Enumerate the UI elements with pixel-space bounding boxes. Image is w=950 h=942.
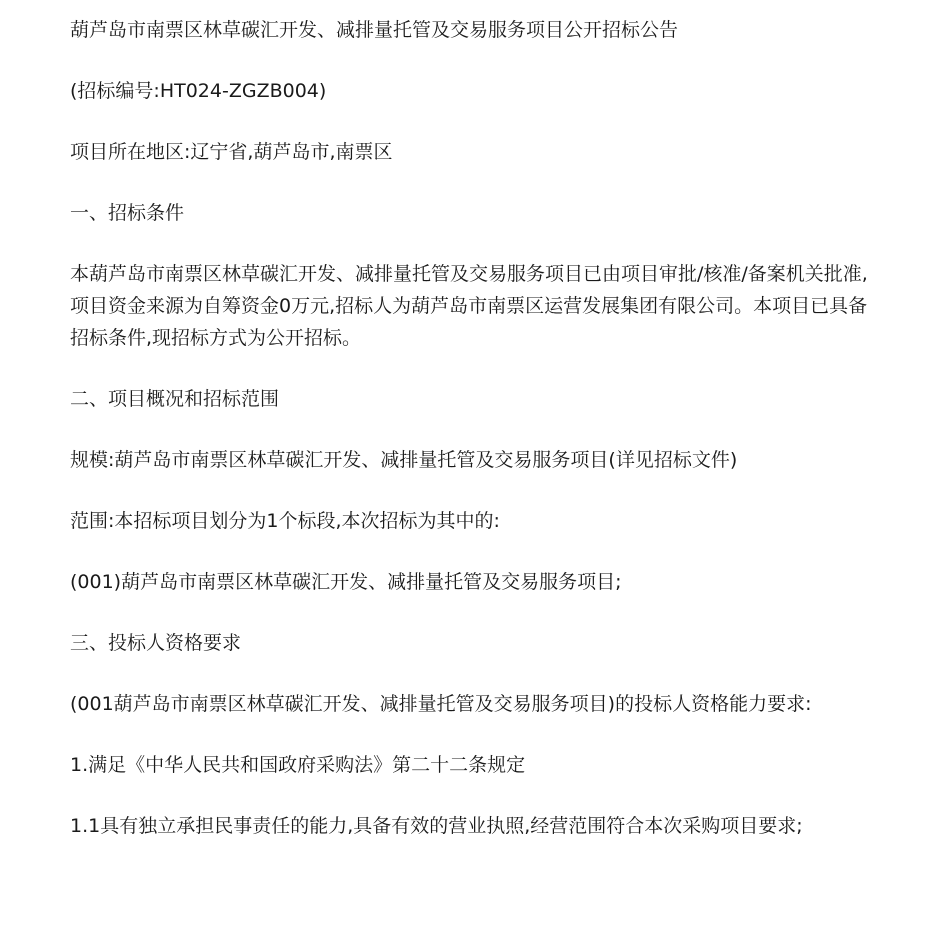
bid-number: (招标编号:HT024-ZGZB004): [70, 80, 327, 102]
project-region: 项目所在地区:辽宁省,葫芦岛市,南票区: [70, 141, 393, 163]
announcement-document: [70, 14, 886, 871]
requirement-1: 1.满足《中华人民共和国政府采购法》第二十二条规定: [70, 754, 526, 776]
bidding-conditions-body: 本葫芦岛市南票区林草碳汇开发、减排量托管及交易服务项目已由项目审批/核准/备案机关批准,项目资金来源为自筹资金0万元,招标人为葫芦岛市南票区运营发展集团有限公司。本项目已具备招标条件,现招标方式为公开招标。: [70, 263, 868, 349]
requirement-1-1: 1.1具有独立承担民事责任的能力,具备有效的营业执照,经营范围符合本次采购项目要求;: [70, 815, 803, 837]
qualification-intro: (001葫芦岛市南票区林草碳汇开发、减排量托管及交易服务项目)的投标人资格能力要求:: [70, 693, 812, 715]
section-heading-qualifications: 三、投标人资格要求: [70, 632, 242, 654]
section-heading-bidding-conditions: 一、招标条件: [70, 202, 185, 224]
lot-item: (001)葫芦岛市南票区林草碳汇开发、减排量托管及交易服务项目;: [70, 571, 622, 593]
project-scope: 范围:本招标项目划分为1个标段,本次招标为其中的:: [70, 510, 500, 532]
section-heading-project-overview: 二、项目概况和招标范围: [70, 388, 280, 410]
page-title: 葫芦岛市南票区林草碳汇开发、减排量托管及交易服务项目公开招标公告: [70, 19, 679, 41]
project-scale: 规模:葫芦岛市南票区林草碳汇开发、减排量托管及交易服务项目(详见招标文件): [70, 449, 738, 471]
